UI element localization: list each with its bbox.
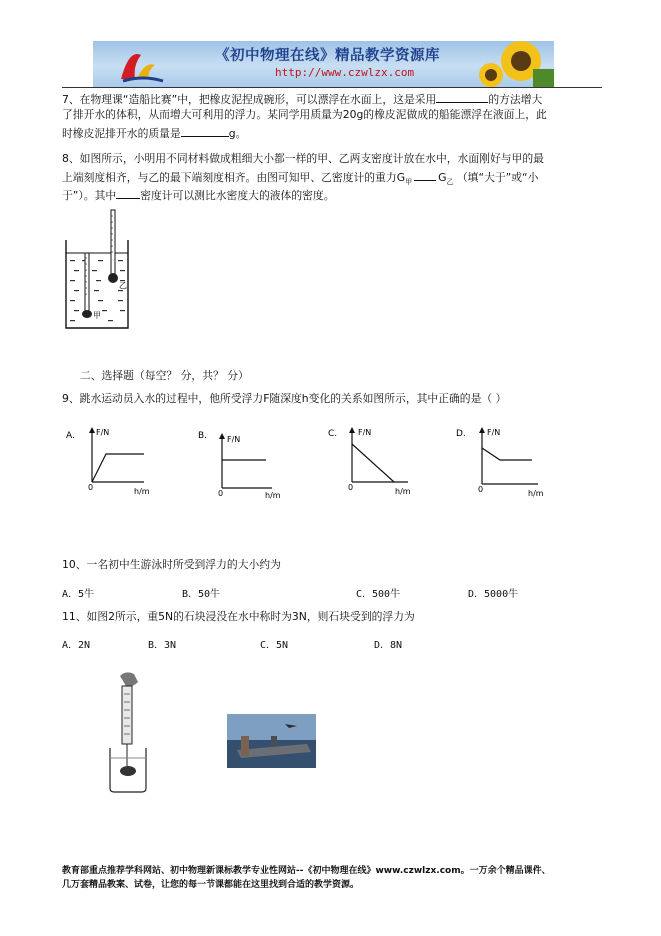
q8-text-d: 于”）。其中: [62, 189, 117, 202]
graph-b-ylabel: F/N: [227, 435, 241, 444]
graph-d-letter[interactable]: D.: [456, 429, 466, 439]
q10-option-d[interactable]: D．5000牛: [468, 589, 519, 600]
q10-option-b[interactable]: B．50牛: [182, 589, 221, 600]
label-yi: 乙: [119, 281, 127, 290]
banner-url[interactable]: http://www.czwlzx.com: [275, 66, 415, 79]
q7-text-b: 的方法增大: [488, 93, 543, 106]
section-title: 二、选择题（每空？ 分，共？ 分）: [80, 369, 249, 382]
graph-d-origin: 0: [478, 485, 484, 494]
graph-c: [328, 427, 411, 496]
spring-scale-body: [122, 686, 132, 744]
hydrometer-yi-bulb: [108, 273, 118, 283]
graph-d-curve: [482, 448, 532, 460]
stone-icon: [120, 766, 136, 776]
graph-b-letter[interactable]: B.: [198, 431, 208, 441]
aircraft-carrier-image: [227, 714, 316, 768]
hand-icon: [120, 672, 138, 686]
graph-c-curve: [352, 444, 394, 482]
q11-option-a[interactable]: A．2N: [62, 640, 91, 651]
graph-c-ylabel: F/N: [358, 428, 372, 437]
header-rule: [62, 87, 602, 88]
footer-line2: 几万套精品教案、试卷，让您的每一节课都能在这里找到合适的教学资源。: [62, 880, 360, 890]
q8-blank-2[interactable]: [116, 187, 140, 199]
hydrometer-yi-stem: [111, 210, 115, 274]
q8-text-c: （填“大于”或“小: [456, 171, 539, 184]
q7-text-d: g。: [228, 127, 247, 140]
graph-c-xlabel: h/m: [395, 487, 411, 496]
graph-b: [198, 431, 281, 500]
q11-option-b[interactable]: B．3N: [148, 640, 177, 651]
graph-c-letter[interactable]: C.: [328, 429, 338, 439]
q8-line3: [62, 187, 335, 203]
q11-option-c[interactable]: C．5N: [260, 640, 289, 651]
q8-sub-yi: 乙: [446, 178, 454, 187]
graph-a-curve: [92, 454, 144, 482]
q7-text-c: 时橡皮泥排开水的质量是: [62, 127, 181, 140]
label-jia: 甲: [93, 311, 101, 320]
q10-option-c[interactable]: C．500牛: [356, 589, 401, 600]
q8-text-a: 上端刻度相齐，与乙的最下端刻度相齐。由图可知甲、乙密度计的重力G: [62, 171, 406, 184]
q9-text: 9、跳水运动员入水的过程中，他所受浮力F随深度h变化的关系如图所示，其中正确的是（ ）: [62, 392, 507, 405]
q7-blank-2[interactable]: [181, 125, 229, 137]
graph-d: [456, 427, 544, 498]
q8-g-yi: G: [438, 171, 447, 184]
q7-line3: [62, 125, 246, 141]
q7-blank-1[interactable]: [436, 91, 488, 103]
logo-icon: [121, 54, 163, 81]
graph-d-xlabel: h/m: [528, 489, 544, 498]
q8-sub-jia: 甲: [405, 178, 413, 187]
graph-d-ylabel: F/N: [487, 428, 501, 437]
footer-line1: 教育部重点推荐学科网站、初中物理新课标教学专业性网站--《初中物理在线》www.czwlzx.com。一万余个精品课件、: [62, 866, 551, 876]
sunflower-icon: [479, 41, 554, 87]
q9-graphs: [62, 424, 562, 500]
hydrometer-jia-bulb: [82, 310, 92, 318]
graph-a-xlabel: h/m: [134, 487, 150, 496]
hydrometer-figure: [62, 208, 134, 332]
graph-a-letter[interactable]: A.: [66, 431, 75, 441]
q7-text-a: 7、在物理课“造船比赛”中，把橡皮泥捏成碗形，可以漂浮在水面上，这是采用: [62, 93, 437, 106]
q8-blank-1[interactable]: [414, 169, 436, 181]
graph-a-origin: 0: [88, 483, 94, 492]
spring-scale-figure: [104, 670, 154, 794]
graph-c-origin: 0: [348, 483, 354, 492]
q7-line1: [62, 91, 542, 107]
graph-b-origin: 0: [218, 489, 224, 498]
q11-option-d[interactable]: D．8N: [374, 640, 403, 651]
graph-b-xlabel: h/m: [265, 491, 281, 500]
q11-text: 11、如图2所示，重5N的石块浸没在水中称时为3N，则石块受到的浮力为: [62, 610, 415, 623]
q10-text: 10、一名初中生游泳时所受到浮力的大小约为: [62, 558, 281, 571]
q8-line1: 8、如图所示，小明用不同材料做成粗细大小都一样的甲、乙两支密度计放在水中，水面刚好与甲的最: [62, 152, 544, 165]
q10-option-a[interactable]: A．5牛: [62, 589, 95, 600]
q7-line2: 了排开水的体积，从而增大可利用的浮力。某同学用质量为20g的橡皮泥做成的船能漂浮在液面上，此: [62, 108, 547, 121]
graph-a: [66, 427, 150, 496]
figure-silhouette: [241, 736, 249, 756]
header-banner: [93, 41, 554, 87]
graph-a-ylabel: F/N: [96, 428, 110, 437]
banner-title: 《初中物理在线》精品教学资源库: [215, 47, 440, 64]
q8-text-e: 密度计可以测比水密度大的液体的密度。: [140, 189, 335, 202]
